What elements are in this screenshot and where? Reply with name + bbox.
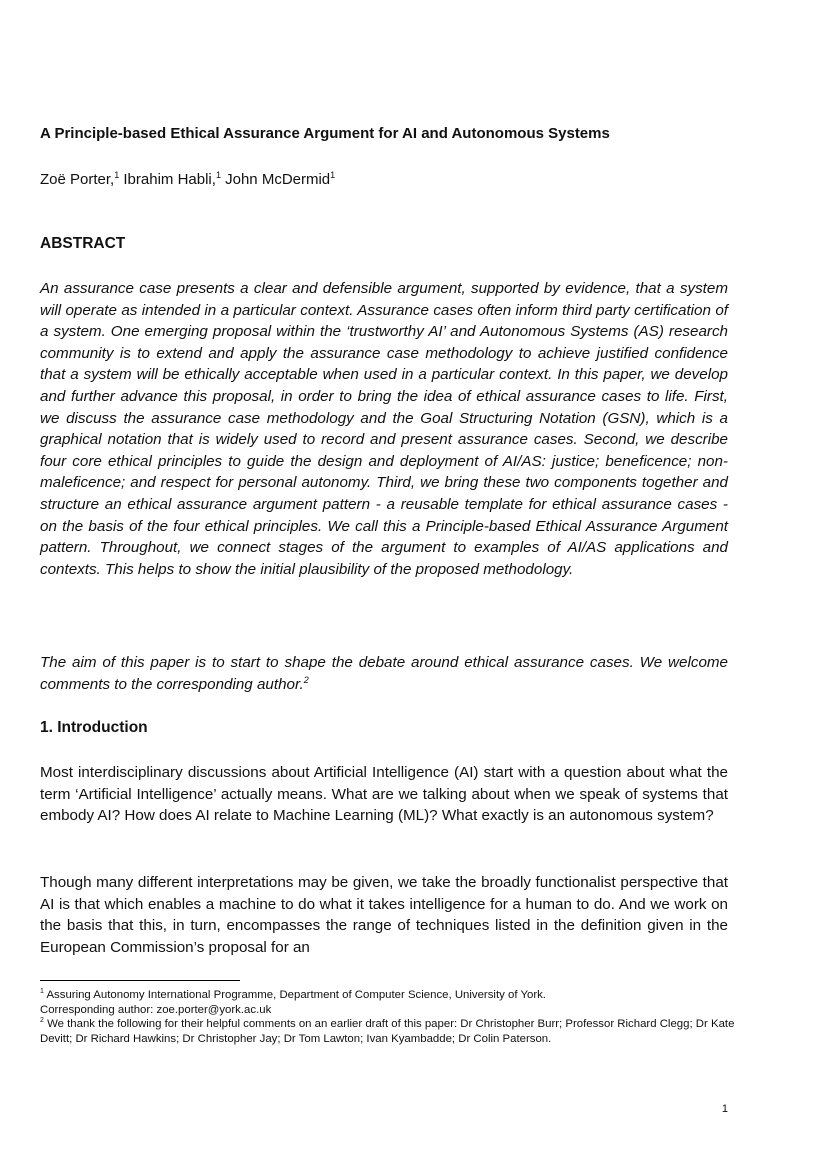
- footnotes: [40, 988, 740, 1046]
- intro-paragraph: Most interdisciplinary discussions about Artificial Intelligence (AI) start with a question about what the term ‘Artificial Intelligence’ actually means. What are we talking about when we speak of systems that embody AI? How does AI relate to Machine Learning (ML)? What exactly is an autonomous system?: [40, 764, 728, 825]
- abstract-closing-text: The aim of this paper is to start to shape the debate around ethical assurance cases. We welcome comments to the corresponding author.: [40, 654, 728, 693]
- footnote-item: [40, 1017, 740, 1046]
- footnote-number: 2: [40, 1017, 44, 1024]
- abstract-closing-paragraph: [40, 652, 728, 695]
- footnote-text: Assuring Autonomy International Programme, Department of Computer Science, University of York.: [46, 989, 546, 1001]
- footnote-divider: [40, 980, 240, 981]
- author-affiliation-mark: 1: [114, 170, 120, 180]
- footnote-text: We thank the following for their helpful comments on an earlier draft of this paper: Dr Christopher Burr; Professor Richard Clegg; Dr Kate Devitt; Dr Richard Hawkins; Dr Christopher Jay; Dr Tom Lawton; Ivan Kyambadde; Dr Colin Paterson.: [40, 1018, 735, 1045]
- page-number: 1: [721, 1103, 728, 1115]
- author-name: Zoë Porter,: [40, 171, 115, 188]
- footnote-text: Corresponding author: zoe.porter@york.ac.uk: [40, 1003, 272, 1016]
- author-affiliation-mark: 1: [330, 170, 336, 180]
- author-name: Ibrahim Habli,: [123, 171, 216, 188]
- footnote-item: [40, 988, 740, 1017]
- footnote-ref-mark: 2: [303, 674, 309, 685]
- author-name: John McDermid: [225, 171, 331, 188]
- author-affiliation-mark: 1: [215, 170, 221, 180]
- intro-paragraph: Though many different interpretations may be given, we take the broadly functionalist perspective that AI is that which enables a machine to do what it takes intelligence for a human to do. And we work on the basis that this, in turn, encompasses the range of techniques listed in the definition given in the European Commission’s proposal for an: [40, 874, 728, 956]
- paper-title: A Principle-based Ethical Assurance Argument for AI and Autonomous Systems: [40, 125, 610, 142]
- section-heading-introduction: 1. Introduction: [40, 719, 148, 736]
- footnote-number: 1: [40, 988, 44, 995]
- abstract-paragraph: An assurance case presents a clear and defensible argument, supported by evidence, that a system will operate as intended in a particular context. Assurance cases often inform third party certification of a system. One emerging proposal within the ‘trustworthy AI’ and Autonomous Systems (AS) research community is to extend and apply the assurance case methodology to achieve justified confidence that a system will be ethically acceptable when used in a particular context. In this paper, we develop and further advance this proposal, in order to bring the idea of ethical assurance cases to life. First, we discuss the assurance case methodology and the Goal Structuring Notation (GSN), which is a graphical notation that is widely used to record and present assurance cases. Second, we describe four core ethical principles to guide the design and deployment of AI/AS: justice; beneficence; non-maleficence; and respect for personal autonomy. Third, we bring these two components together and structure an ethical assurance argument pattern - a reusable template for ethical assurance cases - on the basis of the four ethical principles. We call this a Principle-based Ethical Assurance Argument pattern. Throughout, we connect stages of the argument to examples of AI/AS applications and contexts. This helps to show the initial plausibility of the proposed methodology.: [40, 280, 728, 578]
- author-list: [40, 170, 740, 190]
- abstract-heading: ABSTRACT: [40, 235, 126, 252]
